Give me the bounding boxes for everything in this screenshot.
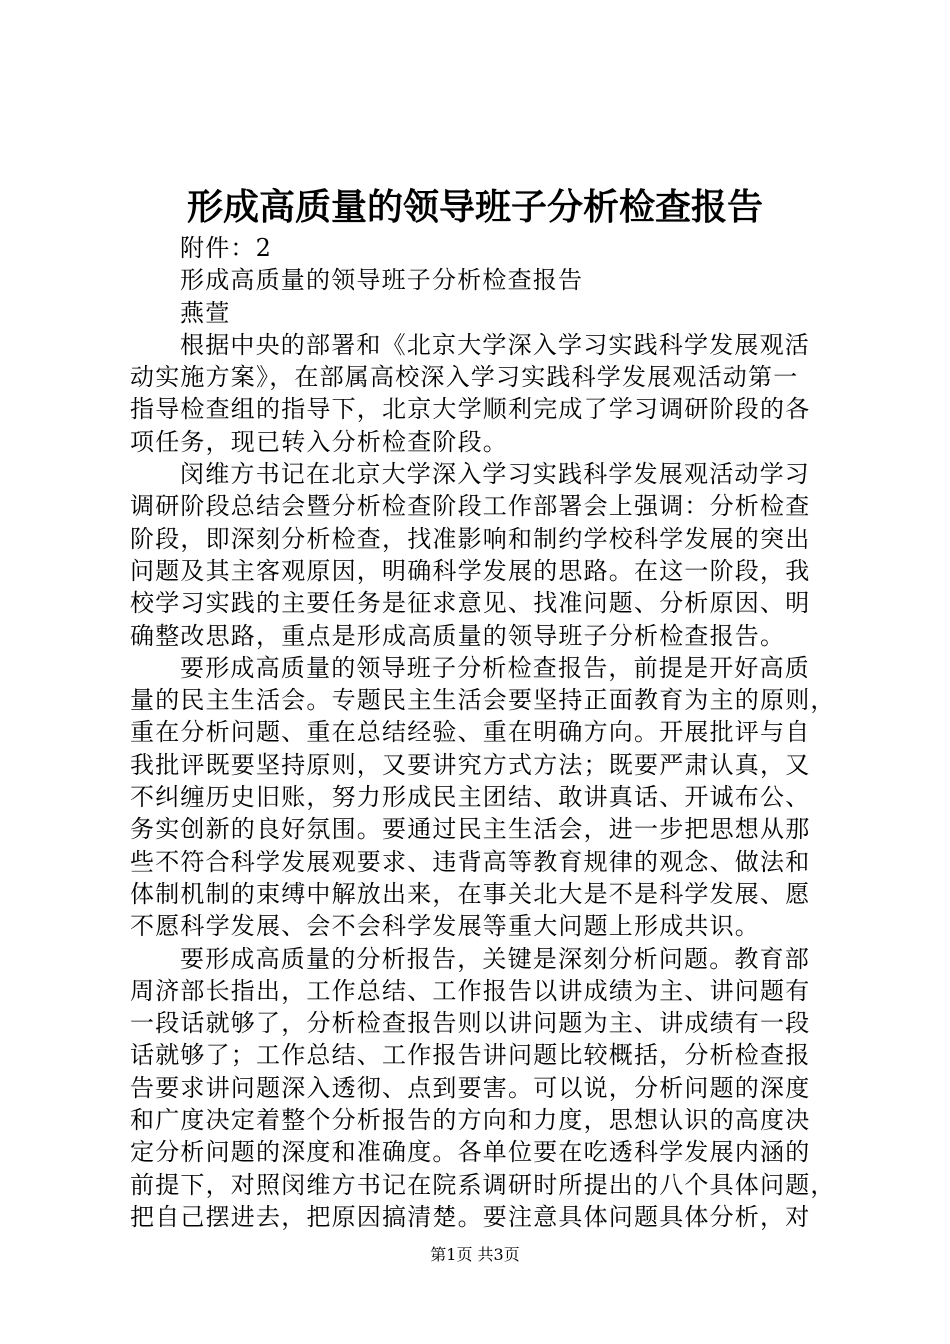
- text-line: 体制机制的束缚中解放出来，在事关北大是不是科学发展、愿: [130, 879, 811, 908]
- document-body: [130, 232, 836, 1233]
- text-line: 附件：2: [180, 234, 273, 262]
- text-line: 确整改思路，重点是形成高质量的领导班子分析检查报告。: [130, 621, 786, 650]
- text-line: 项任务，现已转入分析检查阶段。: [130, 427, 508, 456]
- text-line: 定分析问题的深度和准确度。各单位要在吃透科学发展内涵的: [130, 1138, 811, 1167]
- text-line: 不纠缠历史旧账，努力形成民主团结、敢讲真话、开诚布公、: [130, 783, 811, 812]
- text-line: 调研阶段总结会暨分析检查阶段工作部署会上强调：分析检查: [130, 492, 811, 521]
- text-line: 周济部长指出，工作总结、工作报告以讲成绩为主、讲问题有: [130, 976, 811, 1005]
- text-line: 些不符合科学发展观要求、违背高等教育规律的观念、做法和: [130, 847, 811, 876]
- text-line: 话就够了；工作总结、工作报告讲问题比较概括，分析检查报: [130, 1041, 811, 1070]
- text-line: 指导检查组的指导下，北京大学顺利完成了学习调研阶段的各: [130, 395, 811, 424]
- text-line: 量的民主生活会。专题民主生活会要坚持正面教育为主的原则，: [130, 686, 836, 715]
- text-line: 阶段，即深刻分析检查，找准影响和制约学校科学发展的突出: [130, 524, 811, 553]
- page-footer: 第1页 共3页: [430, 1245, 520, 1264]
- text-line: 形成高质量的领导班子分析检查报告: [180, 266, 584, 295]
- text-line: 务实创新的良好氛围。要通过民主生活会，进一步把思想从那: [130, 815, 811, 844]
- text-line: 要形成高质量的分析报告，关键是深刻分析问题。教育部: [180, 944, 810, 973]
- document-title: 形成高质量的领导班子分析检查报告: [186, 187, 763, 228]
- text-line: 重在分析问题、重在总结经验、重在明确方向。开展批评与自: [130, 718, 811, 747]
- text-line: 燕萱: [180, 298, 231, 327]
- text-line: 和广度决定着整个分析报告的方向和力度，思想认识的高度决: [130, 1106, 811, 1135]
- text-line: 要形成高质量的领导班子分析检查报告，前提是开好高质: [180, 653, 810, 682]
- text-line: 根据中央的部署和《北京大学深入学习实践科学发展观活: [180, 330, 810, 359]
- text-line: 校学习实践的主要任务是征求意见、找准问题、分析原因、明: [130, 589, 811, 618]
- text-line: 一段话就够了，分析检查报告则以讲问题为主、讲成绩有一段: [130, 1009, 811, 1038]
- text-line: 告要求讲问题深入透彻、点到要害。可以说，分析问题的深度: [130, 1073, 811, 1102]
- text-line: 闵维方书记在北京大学深入学习实践科学发展观活动学习: [180, 460, 810, 489]
- text-line: 问题及其主客观原因，明确科学发展的思路。在这一阶段，我: [130, 556, 811, 585]
- text-line: 我批评既要坚持原则，又要讲究方式方法；既要严肃认真，又: [130, 750, 811, 779]
- text-line: 把自己摆进去，把原因搞清楚。要注意具体问题具体分析，对: [130, 1202, 811, 1231]
- text-line: 不愿科学发展、会不会科学发展等重大问题上形成共识。: [130, 912, 760, 941]
- text-line: 前提下，对照闵维方书记在院系调研时所提出的八个具体问题，: [130, 1170, 836, 1199]
- text-line: 动实施方案》，在部属高校深入学习实践科学发展观活动第一: [130, 363, 799, 392]
